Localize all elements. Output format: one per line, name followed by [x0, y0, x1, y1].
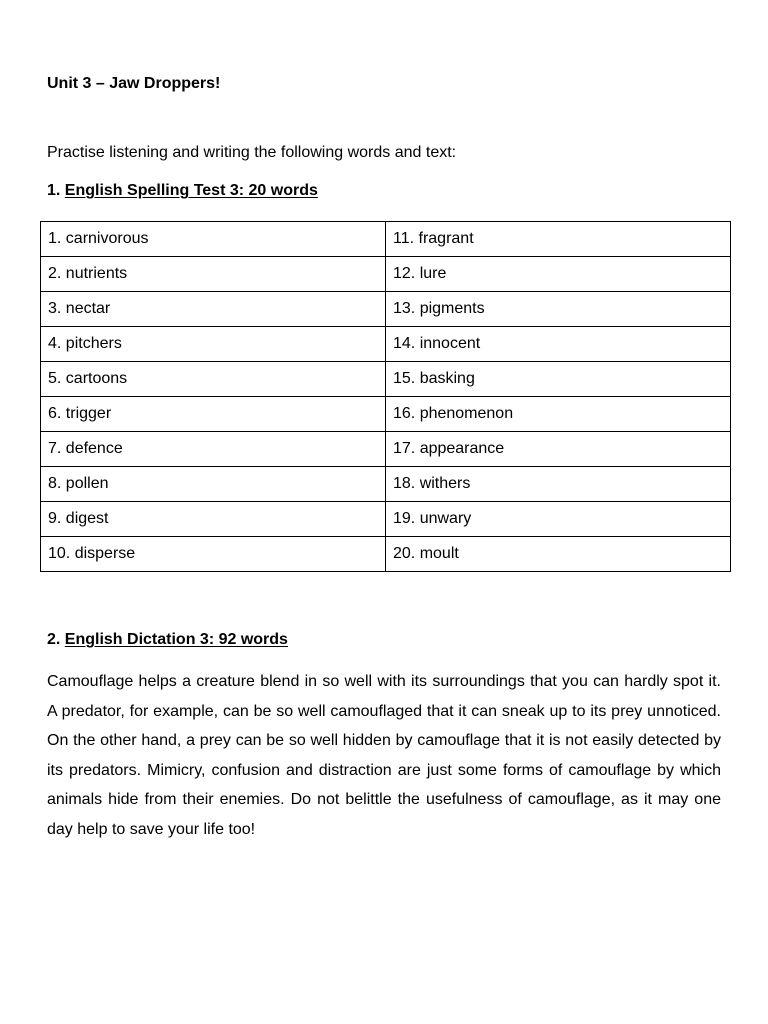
spelling-word-table [40, 221, 731, 572]
word-cell: 10. disperse [41, 537, 386, 572]
word-cell: 6. trigger [41, 397, 386, 432]
word-cell: 1. carnivorous [41, 222, 386, 257]
word-cell: 3. nectar [41, 292, 386, 327]
word-cell: 17. appearance [386, 432, 731, 467]
word-cell: 5. cartoons [41, 362, 386, 397]
dictation-section-title: English Dictation 3: 92 words [64, 631, 288, 648]
table-row [41, 222, 731, 257]
word-cell: 18. withers [386, 467, 731, 502]
word-cell: 14. innocent [386, 327, 731, 362]
word-cell: 12. lure [386, 257, 731, 292]
spelling-section-title: English Spelling Test 3: 20 words [64, 182, 318, 199]
word-cell: 2. nutrients [41, 257, 386, 292]
word-cell: 8. pollen [41, 467, 386, 502]
table-row [41, 327, 731, 362]
table-row [41, 502, 731, 537]
word-cell: 13. pigments [386, 292, 731, 327]
dictation-section-number: 2. [47, 631, 61, 648]
unit-title: Unit 3 – Jaw Droppers! [47, 75, 221, 92]
word-cell: 20. moult [386, 537, 731, 572]
word-cell: 4. pitchers [41, 327, 386, 362]
dictation-heading [47, 630, 288, 650]
table-row [41, 257, 731, 292]
word-cell: 16. phenomenon [386, 397, 731, 432]
table-row [41, 537, 731, 572]
table-row [41, 362, 731, 397]
spelling-section-number: 1. [47, 182, 61, 199]
table-row [41, 432, 731, 467]
table-row [41, 292, 731, 327]
table-row [41, 467, 731, 502]
word-cell: 7. defence [41, 432, 386, 467]
table-row [41, 397, 731, 432]
word-cell: 9. digest [41, 502, 386, 537]
dictation-paragraph: Camouflage helps a creature blend in so well with its surroundings that you can hardly spot it. A predator, for example, can be so well camouflaged that it can sneak up to its prey unnoticed. On the other hand, a prey can be so well hidden by camouflage that it is not easily detected by its predators. Mimicry, confusion and distraction are just some forms of camouflage by which animals hide from their enemies. Do not belittle the usefulness of camouflage, as it may one day help to save your life too! [47, 673, 721, 838]
word-cell: 19. unwary [386, 502, 731, 537]
word-cell: 15. basking [386, 362, 731, 397]
intro-text: Practise listening and writing the following words and text: [47, 144, 457, 161]
word-cell: 11. fragrant [386, 222, 731, 257]
spelling-test-heading [47, 181, 318, 201]
